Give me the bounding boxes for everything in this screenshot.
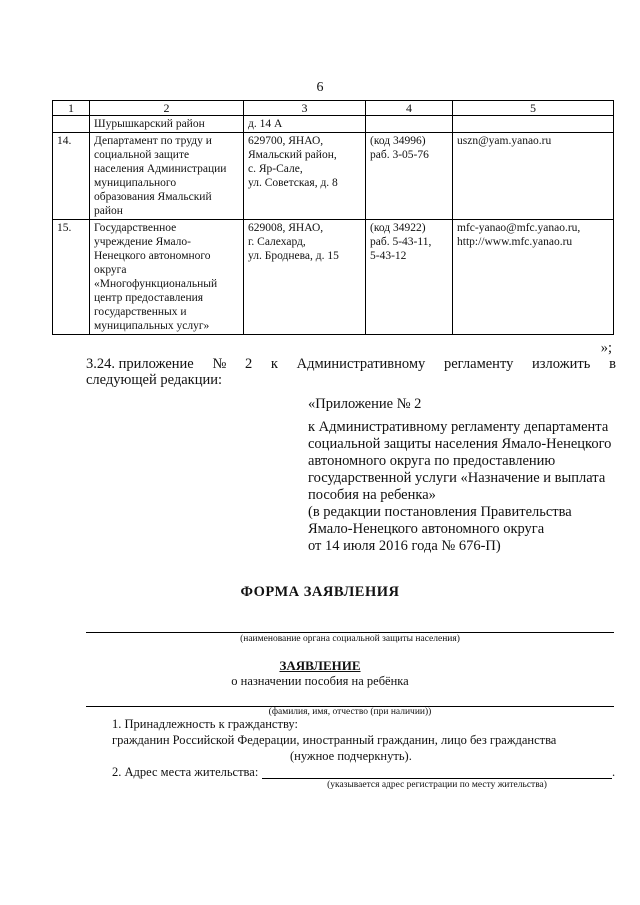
text-line: (код 34996) bbox=[370, 135, 426, 147]
application-subheading: о назначении пособия на ребёнка bbox=[231, 674, 409, 688]
row-number: 15. bbox=[53, 220, 90, 335]
word: № bbox=[212, 356, 227, 372]
text-line: муниципальных услуг» bbox=[94, 320, 210, 332]
word: 3.24. приложение bbox=[86, 356, 194, 372]
appendix-line: Ямало-Ненецкого автономного округа bbox=[308, 521, 545, 537]
appendix-line: государственной услуги «Назначение и выплата bbox=[308, 470, 606, 486]
word: в bbox=[609, 356, 616, 372]
fio-caption: (фамилия, имя, отчество (при наличии)) bbox=[268, 707, 432, 717]
organization-address bbox=[244, 220, 366, 335]
table-row-continuation bbox=[53, 116, 614, 133]
text-line: «Многофункциональный bbox=[94, 278, 218, 290]
table-cell: Шурышкарский район bbox=[90, 116, 244, 133]
word: изложить bbox=[532, 356, 591, 372]
organ-name-caption: (наименование органа социальной защиты населения) bbox=[240, 634, 460, 644]
text-line: г. Салехард, bbox=[248, 236, 306, 248]
text-line: социальной защите bbox=[94, 149, 190, 161]
text-line: 5-43-12 bbox=[370, 250, 407, 262]
organ-name-line[interactable] bbox=[86, 632, 614, 633]
closing-quote-mark: »; bbox=[600, 340, 612, 356]
address-input-line[interactable] bbox=[262, 778, 612, 779]
organization-phone bbox=[366, 133, 453, 220]
text-line: ул. Броднева, д. 15 bbox=[248, 250, 339, 262]
appendix-line: к Административному регламенту департамента bbox=[308, 419, 609, 435]
text-line: ул. Советская, д. 8 bbox=[248, 177, 338, 189]
word: к bbox=[270, 356, 278, 372]
text-line: раб. 5-43-11, bbox=[370, 236, 432, 248]
appendix-line: от 14 июля 2016 года № 676-П) bbox=[308, 538, 501, 554]
organization-contact bbox=[453, 133, 614, 220]
text-line: Ямальский район, bbox=[248, 149, 337, 161]
appendix-line: (в редакции постановления Правительства bbox=[308, 504, 572, 520]
citizenship-options[interactable]: гражданин Российской Федерации, иностранный гражданин, лицо без гражданства bbox=[112, 733, 557, 747]
paragraph-3-24-line1 bbox=[86, 356, 616, 373]
organization-name bbox=[90, 220, 244, 335]
text-line: 629700, ЯНАО, bbox=[248, 135, 324, 147]
text-line: (код 34922) bbox=[370, 222, 426, 234]
website-link[interactable]: http://www.mfc.yanao.ru bbox=[457, 236, 573, 248]
table-header-cell: 1 bbox=[53, 101, 90, 116]
table-header-cell: 2 bbox=[90, 101, 244, 116]
table-row bbox=[53, 133, 614, 220]
table-header-cell: 3 bbox=[244, 101, 366, 116]
address-end-mark: . bbox=[612, 765, 616, 779]
paragraph-3-24-line2: следующей редакции: bbox=[86, 372, 223, 388]
word: регламенту bbox=[444, 356, 514, 372]
text-line: муниципального bbox=[94, 177, 177, 189]
text-line: населения Администрации bbox=[94, 163, 227, 175]
organizations-table bbox=[52, 100, 614, 335]
email-link[interactable]: mfc-yanao@mfc.yanao.ru, bbox=[457, 222, 581, 234]
appendix-line: «Приложение № 2 bbox=[308, 396, 422, 412]
table-header-cell: 4 bbox=[366, 101, 453, 116]
text-line: раб. 3-05-76 bbox=[370, 149, 429, 161]
table-header-row bbox=[53, 101, 614, 116]
table-cell: д. 14 А bbox=[244, 116, 366, 133]
table-row bbox=[53, 220, 614, 335]
text-line: Государственное bbox=[94, 222, 177, 234]
organization-address bbox=[244, 133, 366, 220]
address-label: 2. Адрес места жительства: bbox=[112, 765, 259, 779]
text-line: государственных и bbox=[94, 306, 187, 318]
table-cell bbox=[453, 116, 614, 133]
table-header-cell: 5 bbox=[453, 101, 614, 116]
text-line: 629008, ЯНАО, bbox=[248, 222, 324, 234]
citizenship-note: (нужное подчеркнуть). bbox=[290, 749, 412, 763]
appendix-line: пособия на ребенка» bbox=[308, 487, 436, 503]
text-line: образования Ямальский bbox=[94, 191, 212, 203]
organization-name bbox=[90, 133, 244, 220]
appendix-line: социальной защиты населения Ямало-Ненецкого bbox=[308, 436, 612, 452]
text-line: учреждение Ямало- bbox=[94, 236, 191, 248]
organization-phone bbox=[366, 220, 453, 335]
appendix-header-block bbox=[308, 396, 628, 555]
word: 2 bbox=[244, 356, 253, 372]
organization-contact bbox=[453, 220, 614, 335]
table-cell bbox=[53, 116, 90, 133]
row-number: 14. bbox=[53, 133, 90, 220]
form-title: ФОРМА ЗАЯВЛЕНИЯ bbox=[240, 584, 400, 600]
appendix-line: автономного округа по предоставлению bbox=[308, 453, 556, 469]
text-line: округа bbox=[94, 264, 127, 276]
email-link[interactable]: uszn@yam.yanao.ru bbox=[457, 135, 552, 147]
text-line: с. Яр-Сале, bbox=[248, 163, 303, 175]
citizenship-label: 1. Принадлежность к гражданству: bbox=[112, 717, 298, 731]
text-line: Департамент по труду и bbox=[94, 135, 212, 147]
table-cell bbox=[366, 116, 453, 133]
page-number: 6 bbox=[316, 80, 324, 95]
word: Административному bbox=[296, 356, 426, 372]
text-line: район bbox=[94, 205, 123, 217]
address-caption: (указывается адрес регистрации по месту жительства) bbox=[327, 780, 547, 790]
application-heading: ЗАЯВЛЕНИЕ bbox=[279, 658, 361, 673]
text-line: центр предоставления bbox=[94, 292, 204, 304]
text-line: Ненецкого автономного bbox=[94, 250, 211, 262]
